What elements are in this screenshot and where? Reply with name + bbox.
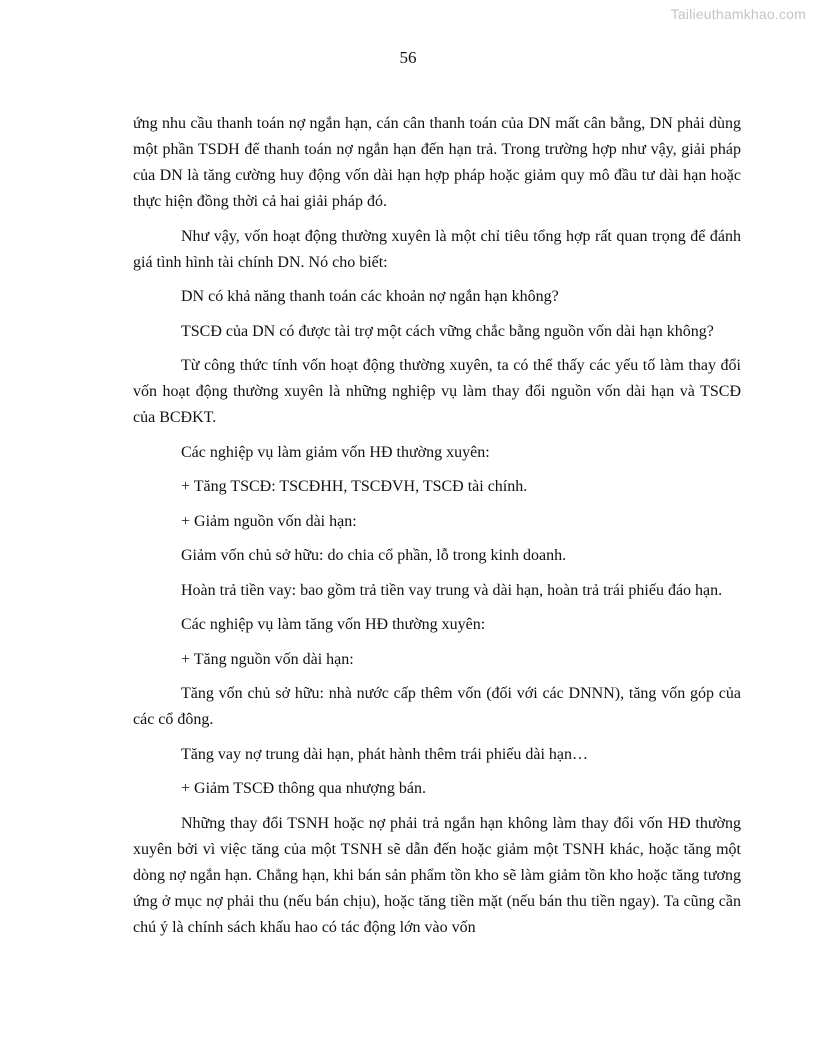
- paragraph-14: Tăng vay nợ trung dài hạn, phát hành thêm trái phiếu dài hạn…: [181, 745, 589, 763]
- paragraph-3: DN có khả năng thanh toán các khoản nợ ngắn hạn không?: [181, 288, 559, 305]
- paragraph-10: Hoàn trả tiền vay: bao gồm trả tiền vay trung và dài hạn, hoàn trả trái phiếu đáo hạn.: [181, 581, 723, 599]
- paragraph-7: + Tăng TSCĐ: TSCĐHH, TSCĐVH, TSCĐ tài chính.: [181, 478, 528, 495]
- paragraph-4: TSCĐ của DN có được tài trợ một cách vững chắc bằng nguồn vốn dài hạn không?: [181, 322, 714, 340]
- paragraph-12: + Tăng nguồn vốn dài hạn:: [181, 650, 354, 668]
- paragraph-1: ứng nhu cầu thanh toán nợ ngắn hạn, cán cân thanh toán của DN mất cân bằng, DN phải dùng một phần TSDH để thanh toán nợ ngắn hạn đến hạn trả. Trong trường hợp như vậy, giải pháp của DN là tăng cường huy động vốn dài hạn hợp pháp hoặc giảm quy mô đầu tư dài hạn hoặc thực hiện đồng thời cả hai giải pháp đó.: [133, 115, 741, 210]
- paragraph-9: Giảm vốn chủ sở hữu: do chia cổ phần, lỗ trong kinh doanh.: [181, 547, 567, 564]
- paragraph-8: + Giảm nguồn vốn dài hạn:: [181, 512, 357, 530]
- paragraph-2: Như vậy, vốn hoạt động thường xuyên là một chỉ tiêu tổng hợp rất quan trọng để đánh giá tình hình tài chính DN. Nó cho biết:: [133, 227, 741, 271]
- watermark: Tailieuthamkhao.com: [670, 6, 806, 22]
- paragraph-6: Các nghiệp vụ làm giảm vốn HĐ thường xuyên:: [181, 443, 490, 461]
- paragraph-16: Những thay đổi TSNH hoặc nợ phải trả ngắn hạn không làm thay đổi vốn HĐ thường xuyên bởi vì việc tăng của một TSNH sẽ dẫn đến hoặc giảm một TSNH khác, hoặc tăng một dòng nợ ngắn hạn. Chẳng hạn, khi bán sản phẩm tồn kho sẽ làm giảm tồn kho hoặc tăng tương ứng ở mục nợ phải thu (nếu bán chịu), hoặc tăng tiền mặt (nếu bán thu tiền ngay). Ta cũng cần chú ý là chính sách khấu hao có tác động lớn vào vốn: [133, 814, 741, 936]
- document-body: [133, 111, 741, 949]
- paragraph-5: Từ công thức tính vốn hoạt động thường xuyên, ta có thể thấy các yếu tố làm thay đổi vốn hoạt động thường xuyên là những nghiệp vụ làm thay đổi nguồn vốn dài hạn và TSCĐ của BCĐKT.: [133, 357, 741, 426]
- paragraph-15: + Giảm TSCĐ thông qua nhượng bán.: [181, 780, 426, 797]
- paragraph-11: Các nghiệp vụ làm tăng vốn HĐ thường xuyên:: [181, 616, 486, 633]
- page-number: 56: [399, 48, 417, 67]
- paragraph-13: Tăng vốn chủ sở hữu: nhà nước cấp thêm vốn (đối với các DNNN), tăng vốn góp của các cổ đông.: [133, 685, 741, 728]
